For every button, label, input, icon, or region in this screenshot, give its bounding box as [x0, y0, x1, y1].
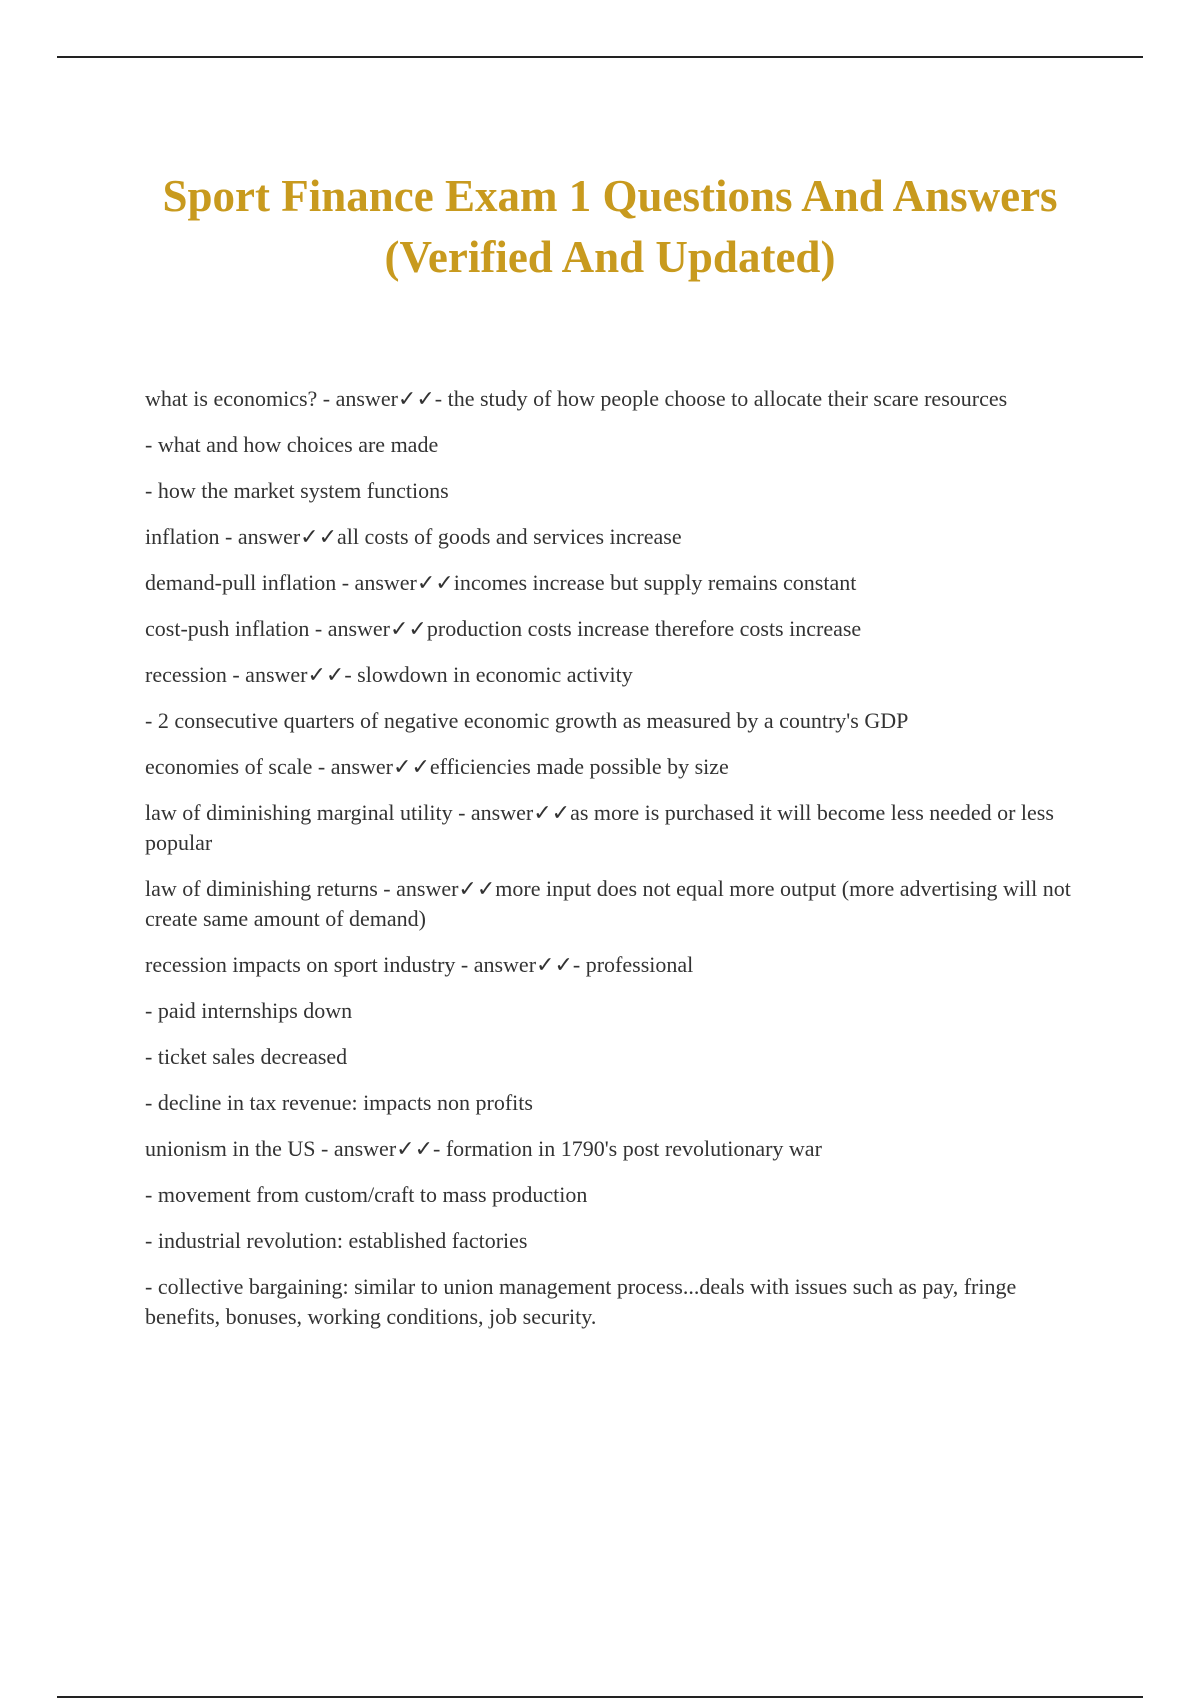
paragraph-industrial-revolution: - industrial revolution: established factories [145, 1228, 528, 1253]
page-title: Sport Finance Exam 1 Questions And Answers (Verified And Updated) [162, 171, 1058, 282]
paragraph-unionism: unionism in the US - answer✓✓- formation in 1790's post revolutionary war [145, 1136, 822, 1161]
paragraph-economies-of-scale: economies of scale - answer✓✓efficiencies made possible by size [145, 754, 729, 779]
paragraph-marginal-utility: law of diminishing marginal utility - answer✓✓as more is purchased it will become less needed or less popular [145, 800, 1054, 855]
bottom-rule [57, 1696, 1143, 1698]
paragraph-market-system: - how the market system functions [145, 478, 449, 503]
paragraph-inflation: inflation - answer✓✓all costs of goods and services increase [145, 524, 682, 549]
paragraph-gdp: - 2 consecutive quarters of negative economic growth as measured by a country's GDP [145, 708, 909, 733]
document-body [145, 384, 1090, 1348]
paragraph-mass-production: - movement from custom/craft to mass production [145, 1182, 588, 1207]
paragraph-internships: - paid internships down [145, 998, 353, 1023]
top-rule [57, 56, 1143, 58]
paragraph-economics: what is economics? - answer✓✓- the study of how people choose to allocate their scare resources [145, 386, 1008, 411]
paragraph-cost-push: cost-push inflation - answer✓✓production costs increase therefore costs increase [145, 616, 862, 641]
paragraph-diminishing-returns: law of diminishing returns - answer✓✓more input does not equal more output (more advertising will not create same amount of demand) [145, 876, 1071, 931]
paragraph-demand-pull: demand-pull inflation - answer✓✓incomes increase but supply remains constant [145, 570, 857, 595]
paragraph-collective-bargaining: - collective bargaining: similar to union management process...deals with issues such as pay, fringe benefits, bonuses, working conditions, job security. [145, 1274, 1017, 1329]
paragraph-recession: recession - answer✓✓- slowdown in economic activity [145, 662, 633, 687]
paragraph-tax-revenue: - decline in tax revenue: impacts non profits [145, 1090, 533, 1115]
paragraph-choices: - what and how choices are made [145, 432, 439, 457]
paragraph-recession-sport: recession impacts on sport industry - answer✓✓- professional [145, 952, 694, 977]
paragraph-ticket-sales: - ticket sales decreased [145, 1044, 348, 1069]
